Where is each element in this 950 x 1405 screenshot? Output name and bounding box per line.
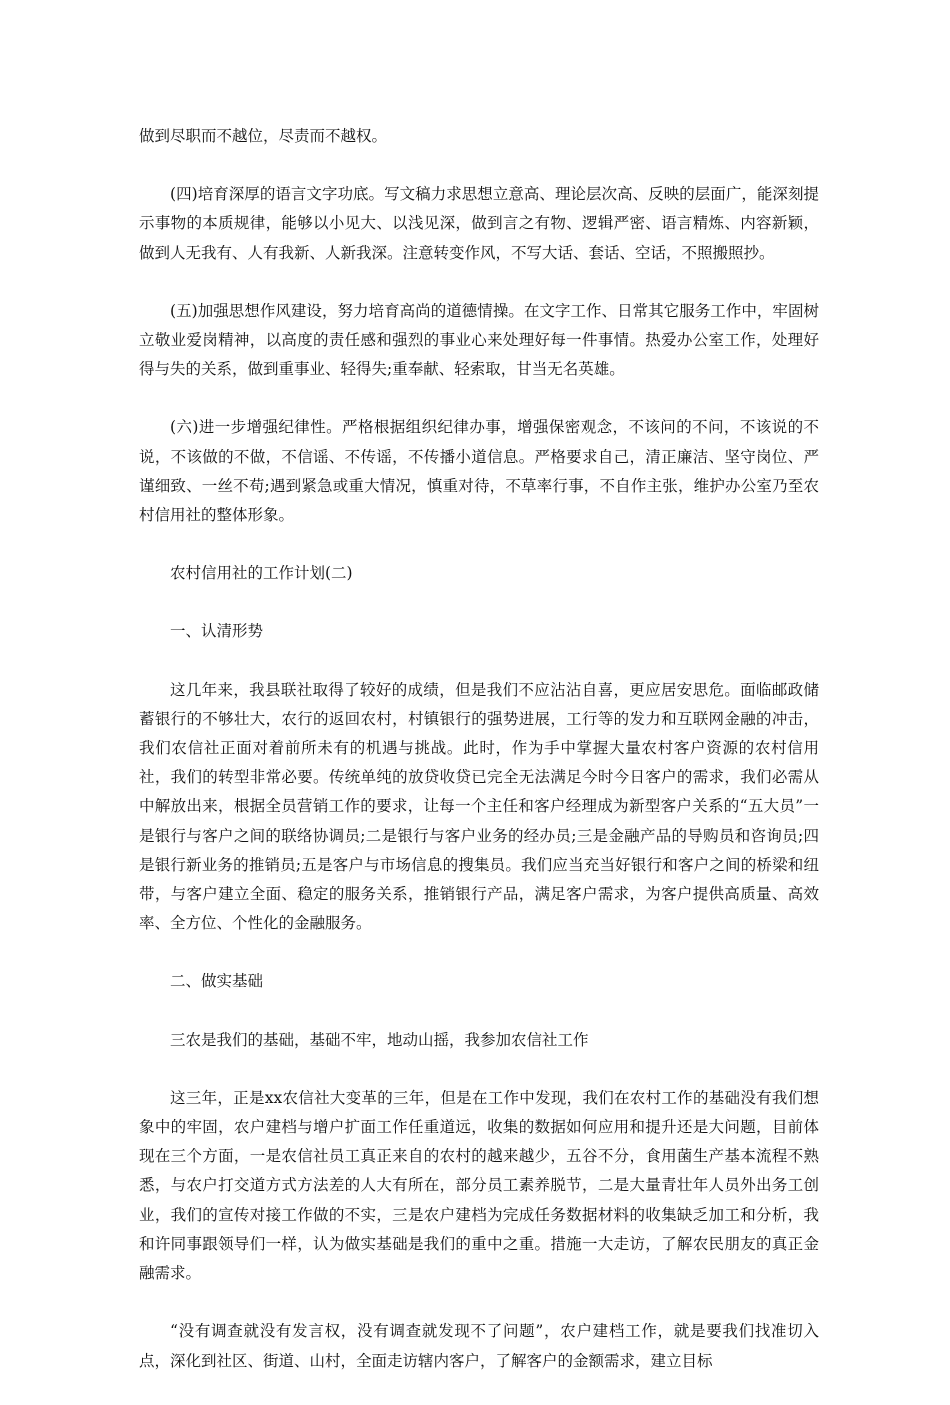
paragraph-work-style: (五)加强思想作风建设，努力培育高尚的道德情操。在文字工作、日常其它服务工作中，牢固树立敬业爱岗精神，以高度的责任感和强烈的事业心来处理好每一件事情。热爱办公室工作，处理好得与失的关系，做到重事业、轻得失;重奉献、轻索取，甘当无名英雄。 [139, 301, 819, 379]
paragraph-three-years: 这三年，正是xx农信社大变革的三年，但是在工作中发现，我们在农村工作的基础没有我们想象中的牢固，农户建档与增户扩面工作任重道远，收集的数据如何应用和提升还是大问题，目前体现在三个方面，一是农信社员工真正来自的农村的越来越少，五谷不分，食用菌生产基本流程不熟悉，与农户打交道方式方法差的人大有所在，部分员工素养脱节，二是大量青壮年人员外出务工创业，我们的宣传对接工作做的不实，三是农户建档为完成任务数据材料的收集缺乏加工和分析，我和许同事跟领导们一样，认为做实基础是我们的重中之重。措施一大走访，了解农民朋友的真正金融需求。 [139, 1088, 819, 1283]
paragraph-continuation: 做到尽职而不越位，尽责而不越权。 [139, 127, 388, 145]
document-body [139, 122, 819, 1405]
paragraph-situation: 这几年来，我县联社取得了较好的成绩，但是我们不应沾沾自喜，更应居安思危。面临邮政储蓄银行的不够壮大，农行的返回农村，村镇银行的强势进展，工行等的发力和互联网金融的冲击，我们农信社正面对着前所未有的机遇与挑战。此时，作为手中掌握大量农村客户资源的农村信用社，我们的转型非常必要。传统单纯的放贷收贷已完全无法满足今时今日客户的需求，我们必需从中解放出来，根据全员营销工作的要求，让每一个主任和客户经理成为新型客户关系的“五大员”一是银行与客户之间的联络协调员;二是银行与客户业务的经办员;三是金融产品的导购员和咨询员;四是银行新业务的推销员;五是客户与市场信息的搜集员。我们应当充当好银行和客户之间的桥梁和纽带，与客户建立全面、稳定的服务关系，推销银行产品，满足客户需求，为客户提供高质量、高效率、全方位、个性化的金融服务。 [139, 680, 819, 933]
paragraph-investigation: “没有调查就没有发言权，没有调查就发现不了问题”，农户建档工作，就是要我们找准切入点，深化到社区、街道、山村，全面走访辖内客户，了解客户的金额需求，建立目标 [139, 1322, 819, 1370]
paragraph-foundation-intro: 三农是我们的基础，基础不牢，地动山摇，我参加农信社工作 [170, 1030, 589, 1049]
section-heading-foundation: 二、做实基础 [170, 972, 264, 991]
paragraph-language-skills: (四)培育深厚的语言文字功底。写文稿力求思想立意高、理论层次高、反映的层面广，能深刻提示事物的本质规律，能够以小见大、以浅见深，做到言之有物、逻辑严密、语言精炼、内容新颖，做到人无我有、人有我新、人新我深。注意转变作风，不写大话、套话、空话，不照搬照抄。 [139, 185, 819, 262]
paragraph-discipline: (六)进一步增强纪律性。严格根据组织纪律办事，增强保密观念，不该问的不问，不该说的不说，不该做的不做，不信谣、不传谣，不传播小道信息。严格要求自己，清正廉洁、坚守岗位、严谨细致、一丝不苟;遇到紧急或重大情况，慎重对待，不草率行事，不自作主张，维护办公室乃至农村信用社的整体形象。 [139, 418, 819, 525]
section-heading-situation: 一、认清形势 [170, 622, 264, 641]
section-title-work-plan-2: 农村信用社的工作计划(二) [170, 564, 353, 583]
